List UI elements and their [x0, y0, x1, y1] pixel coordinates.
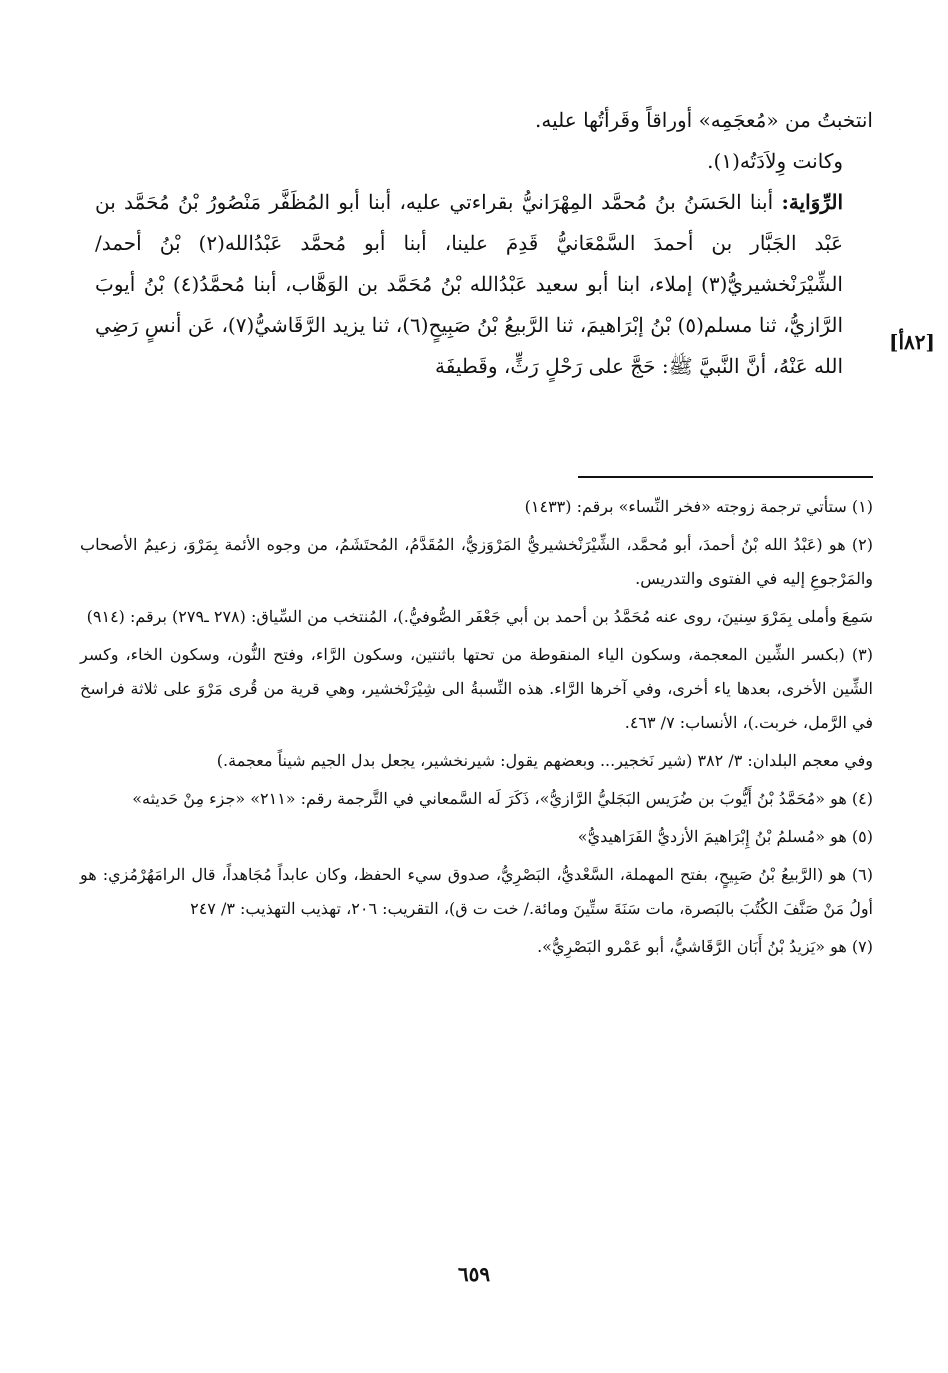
- margin-folio-marker: [٨٢أ]: [889, 330, 935, 354]
- footnote-5: (٥) هو «مُسلمُ بْنُ إِبْرَاهيمَ الأزديُّ الفَرَاهيديُّ»: [577, 827, 873, 846]
- riwaya-paragraph: [95, 182, 873, 387]
- main-text-block: [95, 100, 873, 387]
- footnote-2: (٢) هو (عَبْدُ الله بْنُ أحمدَ، أبو مُحمَّد، الشِّيْرَنْخشيريُّ المَرْوَزيُّ، المُقَدَّمُ، المُحتَشَمُ، من وجوه الأئمة بِمَرْوَ، زعيمُ الأصحاب والمَرْجوعِ إليه في الفتوى والتدريس.: [80, 535, 873, 588]
- main-line-birth: وكانت وِلاَدَتُه(١).: [707, 149, 843, 173]
- main-line-selection: انتخبتُ من «مُعجَمِه» أوراقاً وقَرأتُها عليه.: [535, 108, 873, 132]
- riwaya-heading: الرِّوَاية:: [781, 190, 844, 214]
- footnotes-block: [80, 490, 873, 968]
- footnote-divider: [578, 476, 873, 478]
- footnote-3-continued: وفي معجم البلدان: ٣/ ٣٨٢ (شير نَخجير... وبعضهم يقول: شيرنخشير، يجعل بدل الجيم شيناً معجمة.): [216, 751, 873, 770]
- riwaya-text: أبنا الحَسَنُ بنُ مُحمَّد المِهْرَانيُّ بقراءتي عليه، أبنا أبو المُظَفَّر مَنْصُورُ بْنُ مُحَمَّد بن عَبْد الجَبَّار بن أحمدَ السَّمْعَانيُّ قَدِمَ علينا، أبنا أبو مُحمَّد عَبْدُالله(٢) بْنُ أحمد/ الشِّيْرَنْخشيريُّ(٣) إملاء، ابنا أبو سعيد عَبْدُالله بْنُ مُحَمَّد بن الوَهَّاب، أبنا مُحمَّدُ(٤) بْنُ أيوبَ الرَّازيُّ، ثنا مسلم(٥) بْنُ إبْرَاهيمَ، ثنا الرَّبيعُ بْنُ صَبِيحٍ(٦)، ثنا يزيد الرَّقَاشيُّ(٧)، عَن أنسٍ رَضِي الله عَنْهُ، أنَّ النَّبيَّ ﷺ: حَجَّ على رَحْلٍ رَثٍّ، وقَطيفَة: [95, 190, 844, 378]
- footnote-7: (٧) هو «يَزيدُ بْنُ أَبَان الرَّقَاشيُّ، أبو عَمْرو البَصْرِيُّ».: [537, 937, 873, 956]
- footnote-4: (٤) هو «مُحَمَّدُ بْنُ أَيُّوبَ بن ضُرَيس البَجَليُّ الرَّازيُّ»، ذَكَرَ لَه السَّمعاني في التَّرجمة رقم: «٢١١» «جزء مِنْ حَديثه»: [132, 789, 873, 808]
- footnote-1: (١) ستأتي ترجمة زوجته «فخر النِّساء» برقم: (١٤٣٣): [524, 497, 873, 516]
- footnote-6: (٦) هو (الرَّبيعُ بْنُ صَبِيحٍ، بفتح المهملة، السَّعْديُّ، البَصْرِيُّ، صدوق سيء الحفظ، وكان عابداً مُجَاهداً، قال الرامَهُرْمُزي: هو أولُ مَنْ صَنَّفَ الكُتُبَ بالبَصرة، مات سَنَةَ ستِّينَ ومائة./ خت ت ق)، التقريب: ٢٠٦، تهذيب التهذيب: ٣/ ٢٤٧: [80, 865, 873, 918]
- footnote-3: (٣) (بكسر الشِّين المعجمة، وسكون الياء المنقوطة من تحتها باثنتين، وسكون الرَّاء، وفتح النُّون، وسكون الخاء، وكسر الشِّين الأخرى، بعدها ياء أخرى، وفي آخرها الرَّاء. هذه النِّسبةُ الى شِيْرَنْخشير، وهي قرية من قُرى مَرْوَ على ثلاثة فراسخ في الرَّمل، خربت.)، الأنساب: ٧/ ٤٦٣.: [80, 645, 873, 732]
- footnote-2-continued: سَمِعَ وأملى بِمَرْوَ سِنينَ، روى عنه مُحَمَّدُ بن أحمد بن أبي جَعْفَر الصُّوفيُّ.)، المُنتخب من السِّياق: (٢٧٨ ـ٢٧٩) برقم: (٩١٤): [86, 607, 873, 626]
- page-number: ٦٥٩: [457, 1262, 491, 1286]
